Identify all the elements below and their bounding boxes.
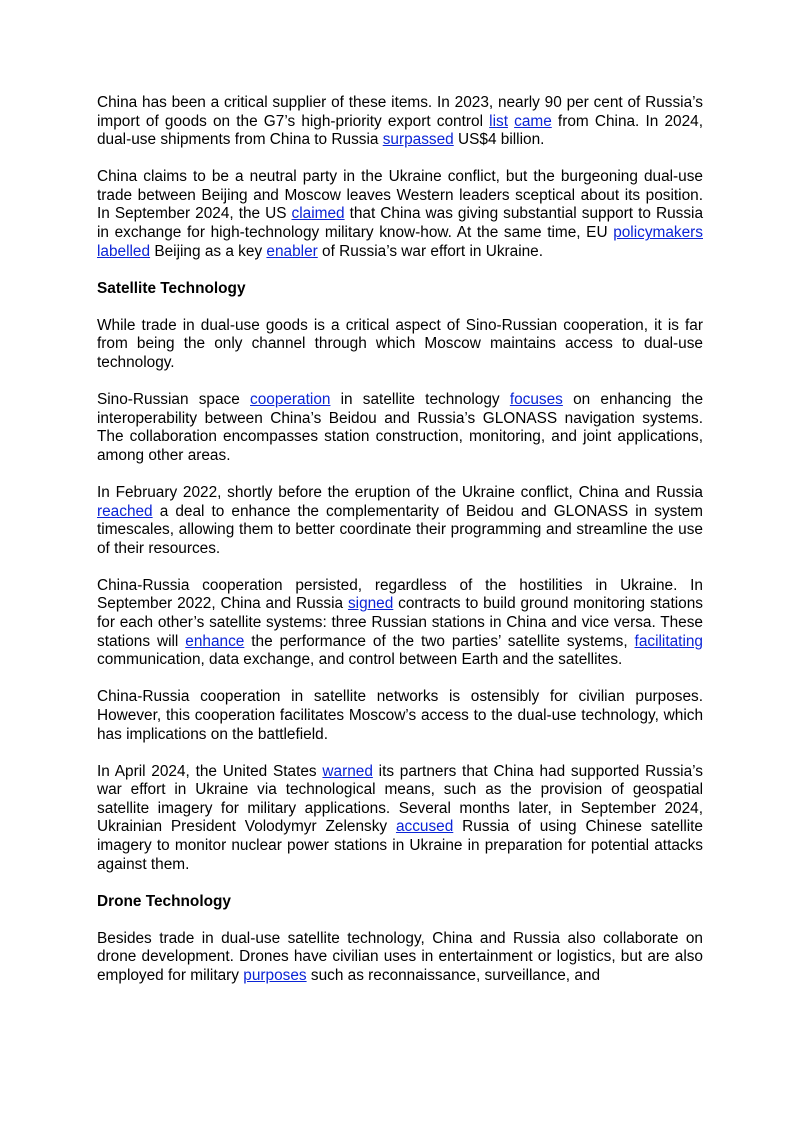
link-surpassed[interactable]: surpassed (382, 131, 454, 149)
paragraph-february-2022-deal: In February 2022, shortly before the eruption of the Ukraine conflict, China and Russia reached a deal to enhance the complementarity of Beidou and GLONASS in system timescales, allowing them to better coordinate their programming and streamline the use of their resources. (97, 484, 703, 557)
paragraph-space-cooperation: Sino-Russian space cooperation in satellite technology focuses on enhancing the interoperability between China’s Beidou and Russia’s GLONASS navigation systems. The collaboration encompasses station construction, monitoring, and joint applications, among other areas. (97, 391, 704, 464)
link-facilitating[interactable]: facilitating (634, 632, 703, 650)
link-accused[interactable]: accused (395, 818, 454, 836)
link-signed[interactable]: signed (347, 595, 394, 613)
link-policymakers-labelled[interactable]: policymakers labelled (97, 224, 703, 260)
link-enhance[interactable]: enhance (185, 632, 245, 650)
paragraph-ground-stations: China-Russia cooperation persisted, regardless of the hostilities in Ukraine. In September 2022, China and Russia signed contracts to build ground monitoring stations for each other’s satellite systems: three Russian stations in China and vice versa. These stations will enhance the performance of the two parties’ satellite systems, facilitating communication, data exchange, and control between Earth and the satellites. (97, 576, 703, 669)
paragraph-civilian-purposes: China-Russia cooperation in satellite networks is ostensibly for civilian purposes. However, this cooperation facilitates Moscow’s access to the dual-use technology, which has implications on the battlefield. (97, 688, 703, 743)
paragraph-dual-use-channel: While trade in dual-use goods is a critical aspect of Sino-Russian cooperation, it is far from being the only channel through which Moscow maintains access to dual-use technology. (97, 316, 703, 372)
paragraph-g7-imports: China has been a critical supplier of these items. In 2023, nearly 90 per cent of Russia’s import of goods on the G7’s high-priority export control list came from China. In 2024, dual-use shipments from China to Russia surpassed US$4 billion. (97, 94, 703, 149)
paragraph-us-warning: In April 2024, the United States warned its partners that China had supported Russia’s war effort in Ukraine via technological means, such as the provision of geospatial satellite imagery for military applications. Several months later, in September 2024, Ukrainian President Volodymyr Zelensky accused Russia of using Chinese satellite imagery to monitor nuclear power stations in Ukraine in preparation for potential attacks against them. (97, 762, 703, 873)
link-reached[interactable]: reached (97, 502, 153, 520)
heading-drone-technology: Drone Technology (97, 892, 231, 910)
paragraph-drone-development: Besides trade in dual-use satellite technology, China and Russia also collaborate on drone development. Drones have civilian uses in entertainment or logistics, but are also employed for military purposes such as reconnaissance, surveillance, and (97, 929, 703, 984)
link-cooperation[interactable]: cooperation (250, 391, 331, 409)
document-body (97, 94, 703, 1004)
link-list[interactable]: list (489, 112, 508, 130)
link-claimed[interactable]: claimed (291, 205, 345, 223)
link-came[interactable]: came (514, 112, 552, 130)
link-warned[interactable]: warned (322, 762, 373, 780)
link-purposes[interactable]: purposes (243, 966, 307, 984)
link-enabler[interactable]: enabler (266, 242, 318, 260)
heading-satellite-technology: Satellite Technology (97, 279, 246, 297)
paragraph-neutral-party: China claims to be a neutral party in the Ukraine conflict, but the burgeoning dual-use trade between Beijing and Moscow leaves Western leaders sceptical about its position. In September 2024, the US claimed that China was giving substantial support to Russia in exchange for high-technology military know-how. At the same time, EU policymakers labelled Beijing as a key enabler of Russia’s war effort in Ukraine. (97, 168, 704, 260)
link-focuses[interactable]: focuses (509, 391, 563, 409)
